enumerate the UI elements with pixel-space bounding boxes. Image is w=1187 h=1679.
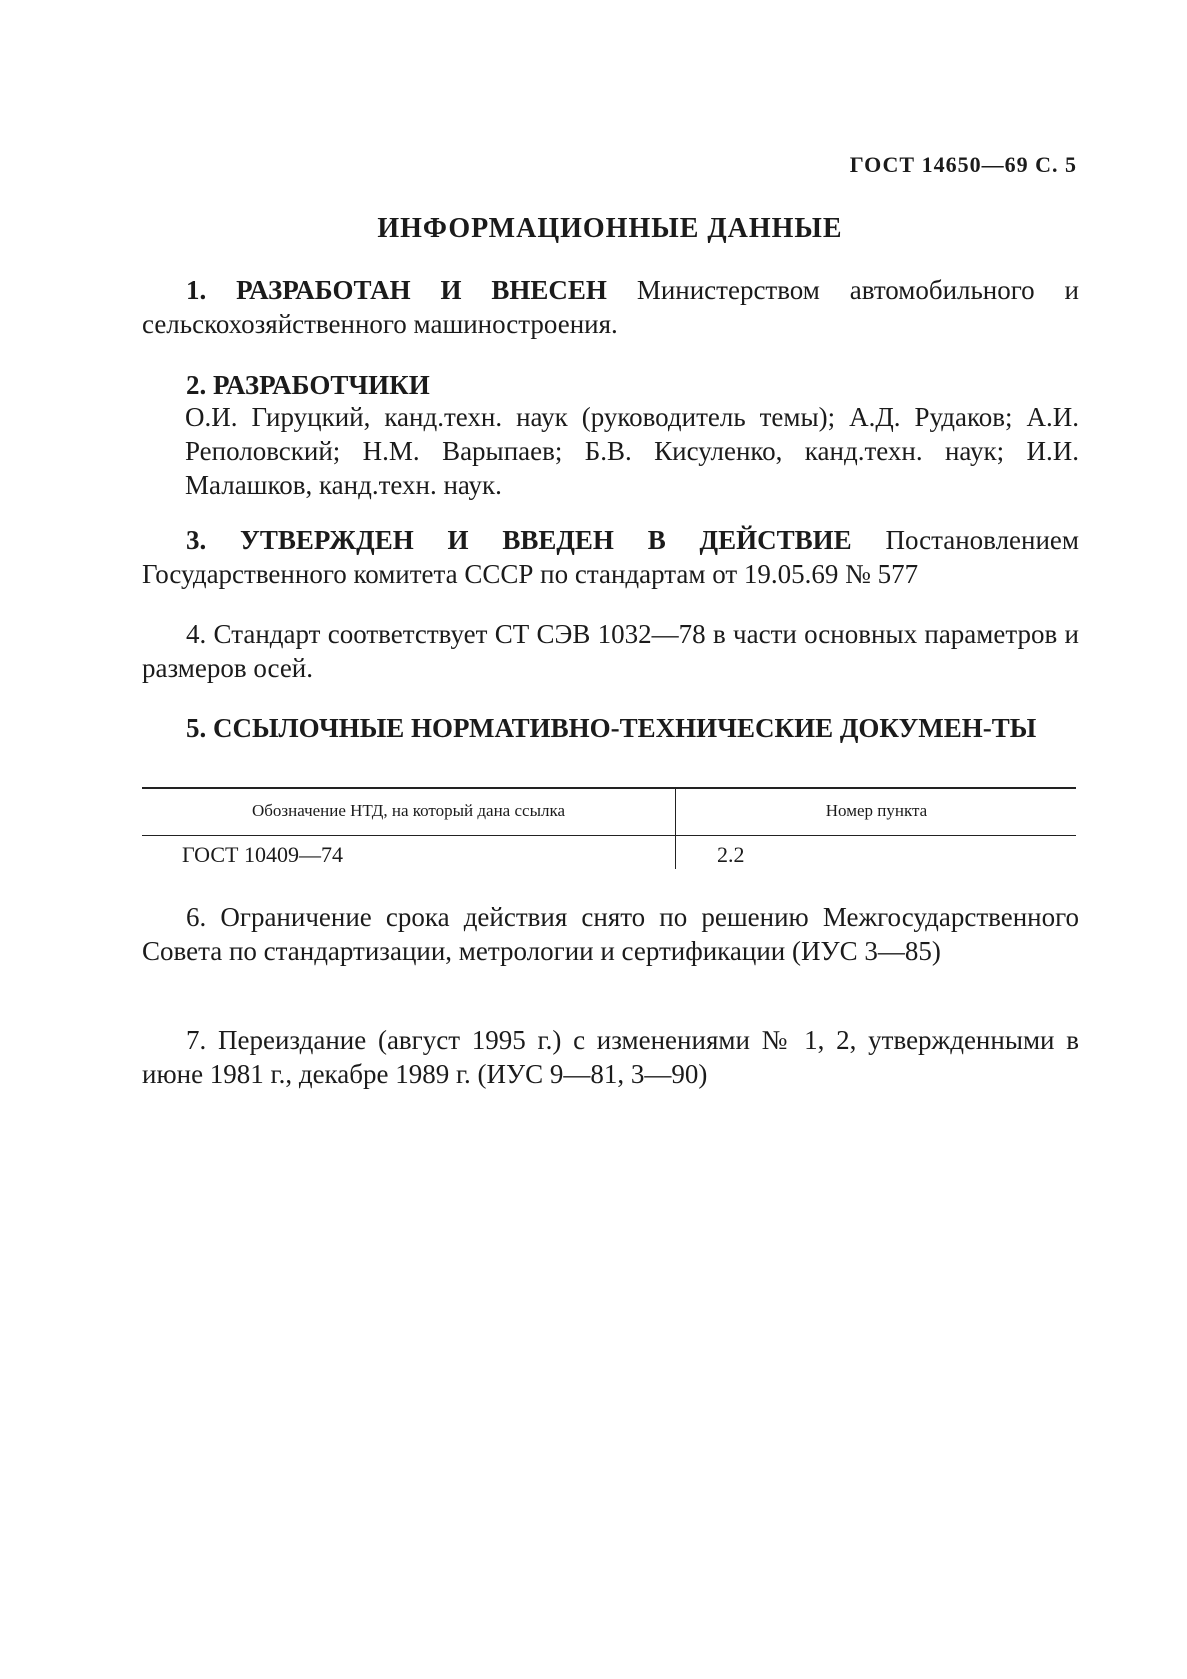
table-header-document: Обозначение НТД, на который дана ссылка <box>251 801 566 820</box>
developers-list: О.И. Гируцкий, канд.техн. наук (руководитель темы); А.Д. Рудаков; А.И. Реполовский; Н.М. Варыпаев; Б.В. Кисуленко, канд.техн. наук; И.И. Малашков, канд.техн. наук. <box>185 402 1079 500</box>
table-top-rule <box>142 787 1076 789</box>
table-cell-document: ГОСТ 10409—74 <box>182 842 343 867</box>
item-2-heading-text: 2. РАЗРАБОТЧИКИ <box>186 370 430 400</box>
table-header-rule <box>142 835 1076 836</box>
item-1 <box>142 273 1079 341</box>
item-3-text: Постановлением Государственного комитета СССР по стандартам от 19.05.69 № 577 <box>142 525 1080 589</box>
item-5-heading <box>142 711 1079 745</box>
table-cell-clause: 2.2 <box>717 842 745 867</box>
item-7: 7. Переиздание (август 1995 г.) с изменениями № 1, 2, утвержденными в июне 1981 г., декабре 1989 г. (ИУС 9—81, 3—90) <box>142 1025 1079 1089</box>
item-5-heading-text: 5. ССЫЛОЧНЫЕ НОРМАТИВНО-ТЕХНИЧЕСКИЕ ДОКУМЕН-ТЫ <box>186 713 1037 743</box>
item-3 <box>142 523 1079 591</box>
references-table <box>142 787 1076 869</box>
item-1-label: 1. РАЗРАБОТАН И ВНЕСЕН <box>186 275 607 305</box>
table-column-divider <box>675 787 676 869</box>
item-6: 6. Ограничение срока действия снято по решению Межгосударственного Совета по стандартизации, метрологии и сертификации (ИУС 3—85) <box>142 902 1079 966</box>
item-3-label: 3. УТВЕРЖДЕН И ВВЕДЕН В ДЕЙСТВИЕ <box>186 525 852 555</box>
table-header-clause: Номер пункта <box>825 801 928 820</box>
item-2-heading <box>142 368 1079 402</box>
page-header: ГОСТ 14650—69 С. 5 <box>849 152 1077 177</box>
page-title: ИНФОРМАЦИОННЫЕ ДАННЫЕ <box>377 213 843 244</box>
item-1-text: Министерством автомобильного и сельскохозяйственного машиностроения. <box>142 275 1079 339</box>
item-4: 4. Стандарт соответствует СТ СЭВ 1032—78 в части основных параметров и размеров осей. <box>142 619 1079 683</box>
